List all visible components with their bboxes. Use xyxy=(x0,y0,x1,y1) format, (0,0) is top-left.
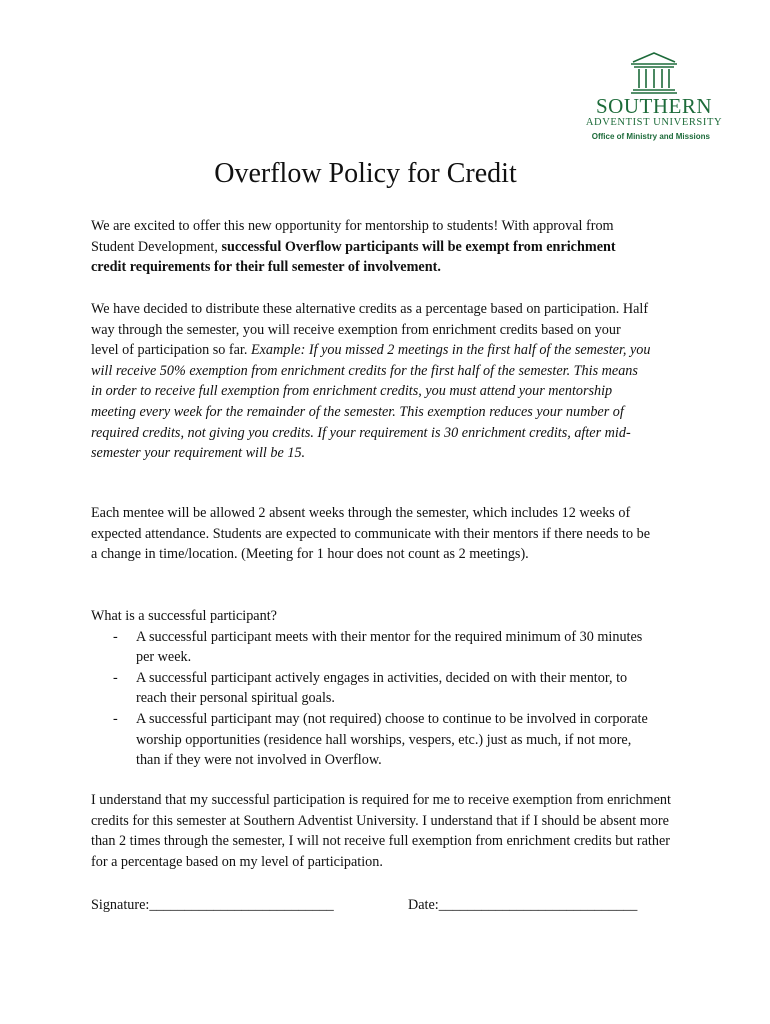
intro-paragraph xyxy=(91,216,651,278)
list-item-text: A successful participant actively engages in activities, decided on with their mentor, to reach their personal spiritual goals. xyxy=(136,669,628,707)
absence-paragraph: Each mentee will be allowed 2 absent weeks through the semester, which includes 12 weeks of expected attendance. Students are expected to communicate with their mentors if there needs to be a change in time/location. (Meeting for 1 hour does not count as 2 meetings). xyxy=(91,505,651,563)
logo-university-subname: ADVENTIST UNIVERSITY xyxy=(585,117,723,128)
list-item xyxy=(91,668,651,709)
date-field[interactable]: Date:____________________________ xyxy=(408,897,638,913)
signature-field[interactable]: Signature:__________________________ xyxy=(91,897,334,913)
university-logo xyxy=(584,50,724,141)
credit-distribution-paragraph xyxy=(91,299,651,464)
credit-distribution-text: We have decided to distribute these alternative credits as a percentage based on participation. Half way through the semester, you will receive exemption from enrichment credits based on your level of participation so far. xyxy=(91,301,649,359)
acknowledgement-paragraph: I understand that my successful participation is required for me to receive exemption from enrichment credits for this semester at Southern Adventist University. I understand that if I should be absent more than 2 times through the semester, I will not receive full exemption from enrichment credits but rather for a percentage based on my level of participation. xyxy=(91,792,671,870)
list-item xyxy=(91,627,651,668)
intro-bold-text: successful Overflow participants will be exempt from enrichment credit requirements for their full semester of involvement. xyxy=(91,238,616,276)
logo-university-name: SOUTHERN xyxy=(595,94,712,118)
successful-participant-list xyxy=(91,627,651,771)
successful-participant-question: What is a successful participant? xyxy=(91,608,277,624)
list-item xyxy=(91,709,651,771)
list-item-text: A successful participant may (not required) choose to continue to be involved in corporate worship opportunities (residence hall worships, vespers, etc.) just as much, if not more, than if they were not involved in Overflow. xyxy=(136,710,648,769)
list-item-text: A successful participant meets with their mentor for the required minimum of 30 minutes per week. xyxy=(136,628,643,666)
logo-office-name: Office of Ministry and Missions xyxy=(591,132,710,141)
intro-text: We are excited to offer this new opportunity for mentorship to students! With approval from Student Development, xyxy=(91,218,614,255)
successful-participant-section xyxy=(91,606,651,771)
building-columns-icon xyxy=(629,50,679,96)
credit-example-text: Example: If you missed 2 meetings in the first half of the semester, you will receive 50% exemption from enrichment credits for the first half of the semester. This means in order to receive full exemption from enrichment credits, you must attend your mentorship meeting every week for the remainder of the semester. This exemption reduces your number of required credits, not giving you credits. If your requirement is 30 enrichment credits, after mid-semester your requirement will be 15. xyxy=(91,342,651,462)
bullet-dash: - xyxy=(113,710,118,727)
page-title: Overflow Policy for Credit xyxy=(214,158,517,189)
bullet-dash: - xyxy=(113,669,118,686)
bullet-dash: - xyxy=(113,628,118,645)
